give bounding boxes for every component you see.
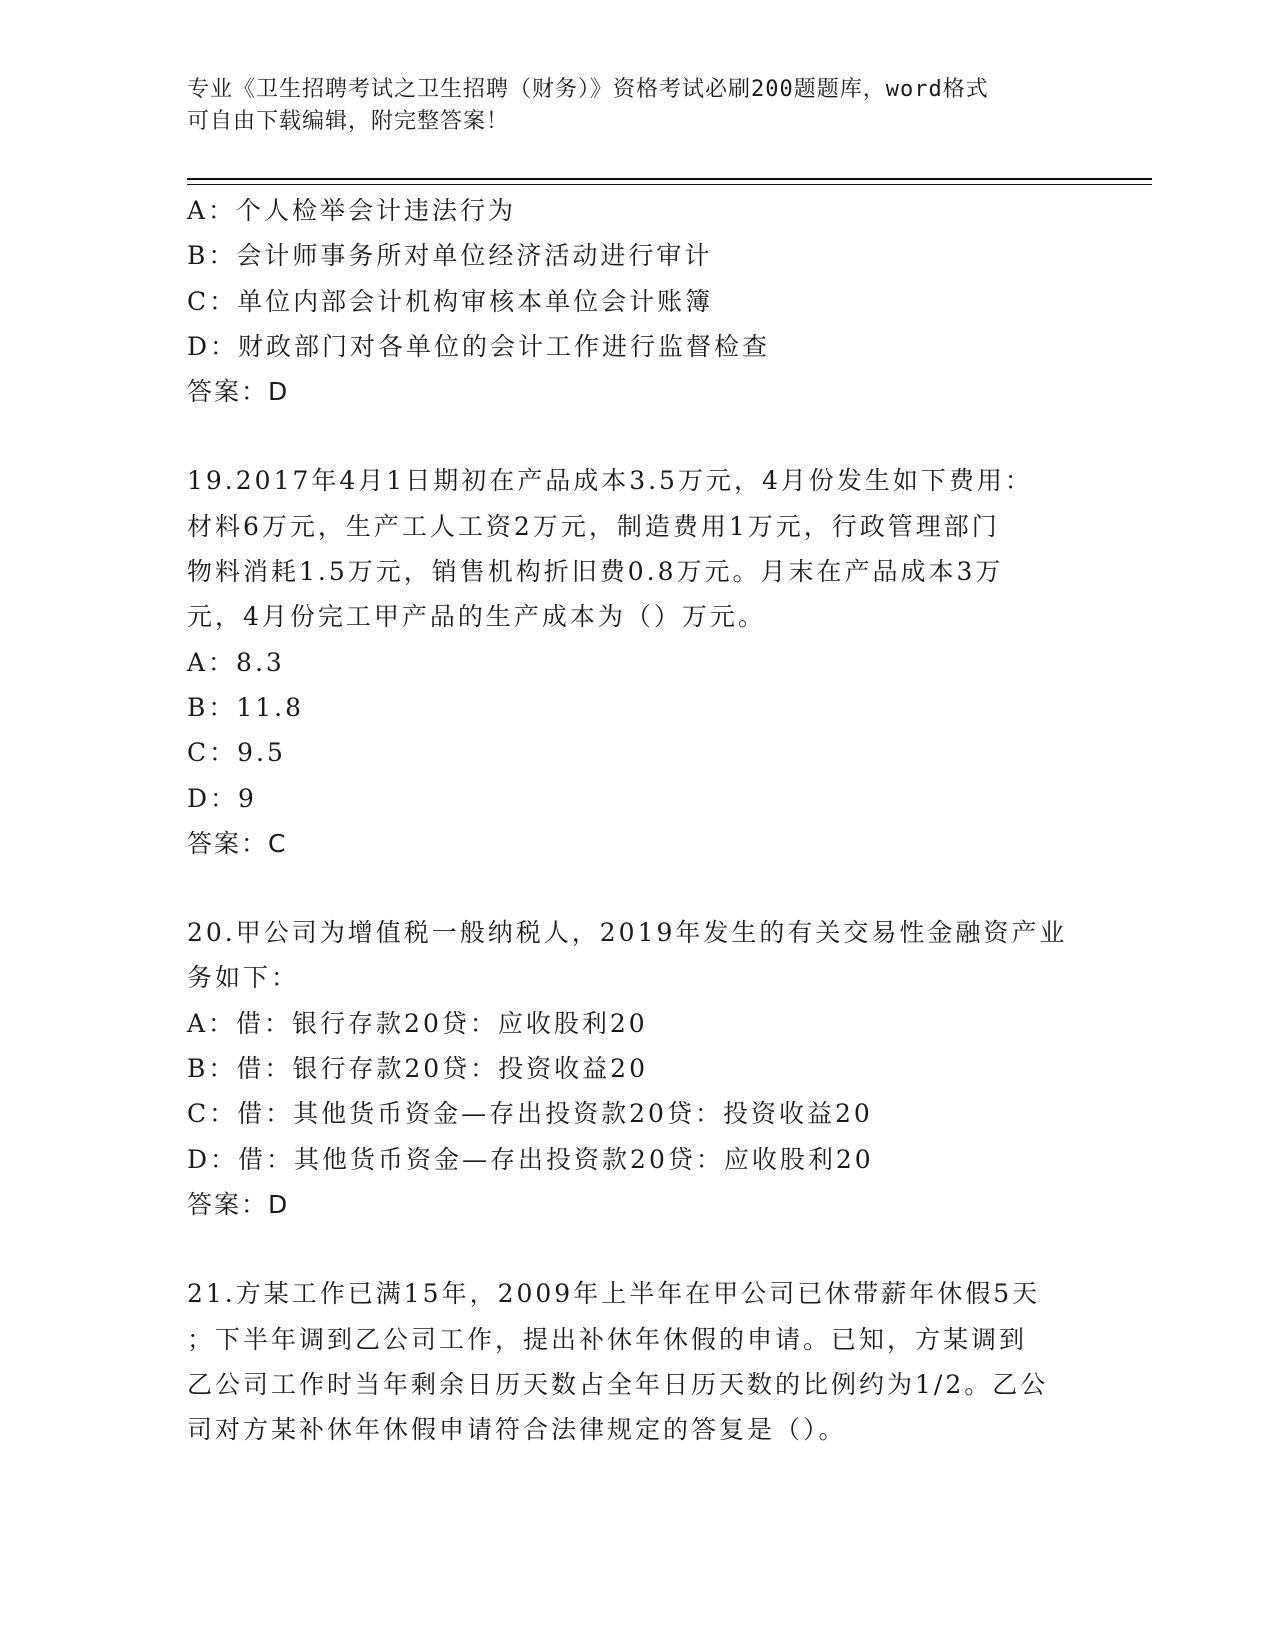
question-stem-line: 物料消耗1.5万元，销售机构折旧费0.8万元。月末在产品成本3万 bbox=[187, 557, 1004, 587]
question-stem-line: 乙公司工作时当年剩余日历天数占全年日历天数的比例约为1/2。乙公 bbox=[187, 1369, 1049, 1399]
header-title-line-1: 专业《卫生招聘考试之卫生招聘（财务）》资格考试必刷200题题库，word格式 bbox=[187, 77, 989, 102]
header-title-line-2: 可自由下载编辑，附完整答案！ bbox=[187, 109, 510, 134]
question-21 bbox=[187, 1271, 1087, 1452]
option-d: D：9 bbox=[187, 783, 257, 813]
answer-line: 答案：D bbox=[187, 1189, 290, 1219]
question-stem-line: 材料6万元，生产工人工资2万元，制造费用1万元，行政管理部门 bbox=[187, 511, 1000, 541]
question-stem-line: 司对方某补休年休假申请符合法律规定的答复是（）。 bbox=[187, 1415, 847, 1445]
option-c: C：单位内部会计机构审核本单位会计账簿 bbox=[187, 286, 714, 316]
option-a: A：个人检举会计违法行为 bbox=[187, 196, 517, 225]
question-stem-line: 元，4月份完工甲产品的生产成本为（）万元。 bbox=[187, 602, 766, 632]
option-b: B：借：银行存款20贷：投资收益20 bbox=[187, 1054, 648, 1084]
answer-line: 答案：C bbox=[187, 828, 288, 858]
header-rule-thick bbox=[187, 178, 1152, 180]
question-20 bbox=[187, 910, 1087, 1227]
option-c: C：9.5 bbox=[187, 738, 286, 768]
question-stem-line: ；下半年调到乙公司工作，提出补休年休假的申请。已知，方某调到 bbox=[187, 1324, 1028, 1354]
page-header bbox=[187, 74, 1067, 138]
option-d: D：借：其他货币资金—存出投资款20贷：应收股利20 bbox=[187, 1144, 874, 1174]
question-stem-line: 21.方某工作已满15年，2009年上半年在甲公司已休带薪年休假5天 bbox=[187, 1279, 1041, 1309]
answer-line: 答案：D bbox=[187, 377, 290, 407]
question-stem-line: 20.甲公司为增值税一般纳税人，2019年发生的有关交易性金融资产业 bbox=[187, 918, 1068, 948]
question-stem-line: 19.2017年4月1日期初在产品成本3.5万元，4月份发生如下费用： bbox=[187, 466, 1033, 496]
question-18 bbox=[187, 188, 1087, 414]
question-content bbox=[187, 188, 1087, 1452]
option-d: D：财政部门对各单位的会计工作进行监督检查 bbox=[187, 331, 771, 361]
spacer bbox=[187, 1227, 1087, 1271]
option-a: A：借：银行存款20贷：应收股利20 bbox=[187, 1008, 648, 1038]
question-stem-line: 务如下： bbox=[187, 963, 300, 993]
spacer bbox=[187, 866, 1087, 910]
header-rule-thin bbox=[187, 184, 1152, 185]
question-19 bbox=[187, 458, 1087, 866]
option-a: A：8.3 bbox=[187, 647, 285, 677]
spacer bbox=[187, 414, 1087, 458]
option-b: B：会计师事务所对单位经济活动进行审计 bbox=[187, 241, 713, 271]
option-b: B：11.8 bbox=[187, 692, 305, 722]
option-c: C：借：其他货币资金—存出投资款20贷：投资收益20 bbox=[187, 1099, 873, 1129]
